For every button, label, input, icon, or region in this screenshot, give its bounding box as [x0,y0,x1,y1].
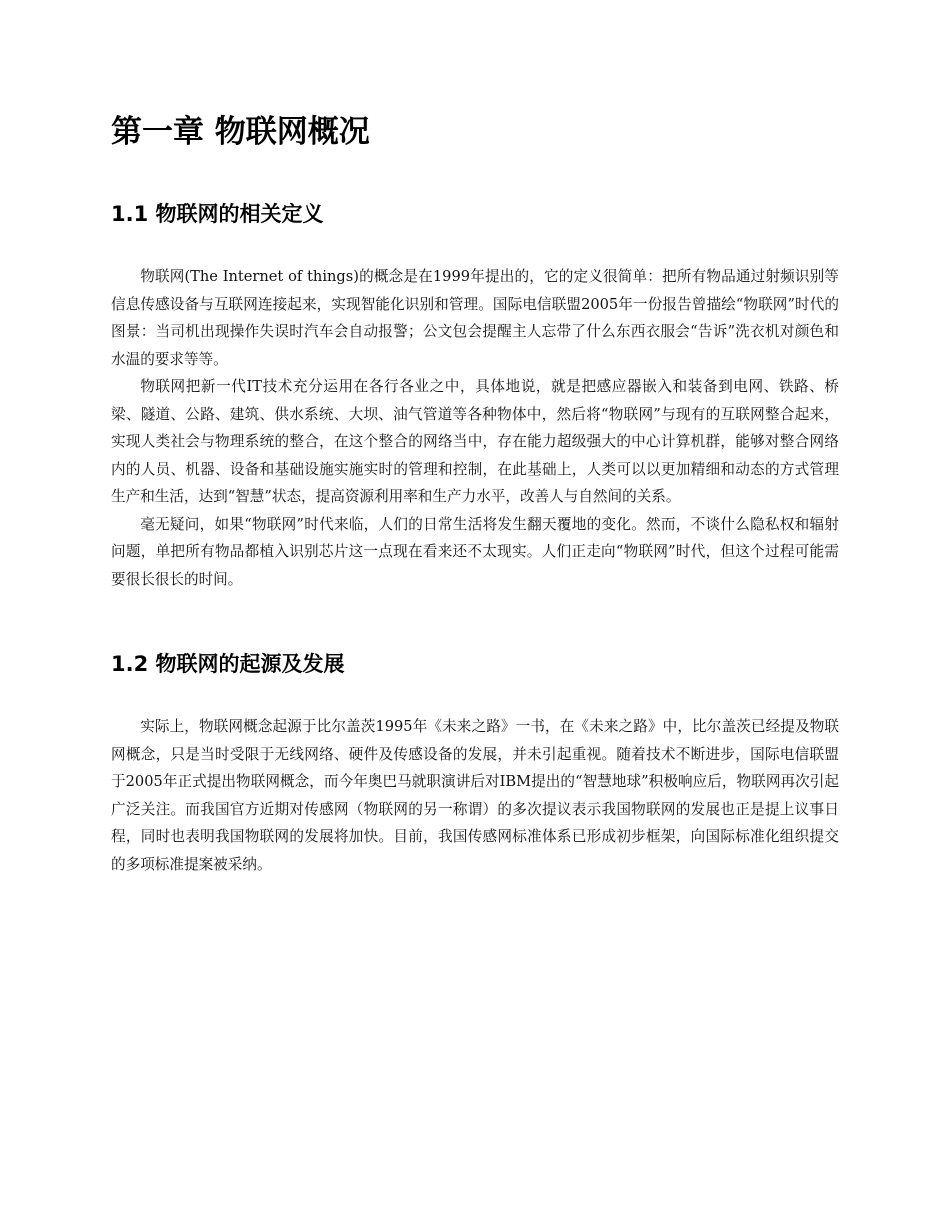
paragraph: 物联网(The Internet of things)的概念是在1999年提出的，它的定义很简单：把所有物品通过射频识别等信息传感设备与互联网连接起来，实现智能化识别和管理。国际电信联盟2005年一份报告曾描绘“物联网”时代的图景：当司机出现操作失误时汽车会自动报警；公文包会提醒主人忘带了什么东西衣服会“告诉”洗衣机对颜色和水温的要求等等。 [111,268,839,368]
paragraph: 物联网把新一代IT技术充分运用在各行各业之中，具体地说，就是把感应器嵌入和装备到电网、铁路、桥梁、隧道、公路、建筑、供水系统、大坝、油气管道等各种物体中，然后将“物联网”与现有的互联网整合起来，实现人类社会与物理系统的整合，在这个整合的网络当中，存在能力超级强大的中心计算机群，能够对整合网络内的人员、机器、设备和基础设施实施实时的管理和控制，在此基础上，人类可以以更加精细和动态的方式管理生产和生活，达到“智慧”状态，提高资源利用率和生产力水平，改善人与自然间的关系。 [111,378,839,505]
section-heading-1-1: 1.1 物联网的相关定义 [111,202,324,226]
section-body-1-1 [111,263,839,593]
paragraph: 实际上，物联网概念起源于比尔盖茨1995年《未来之路》一书，在《未来之路》中，比尔盖茨已经提及物联网概念，只是当时受限于无线网络、硬件及传感设备的发展，并未引起重视。随着技术不断进步，国际电信联盟于2005年正式提出物联网概念，而今年奥巴马就职演讲后对IBM提出的“智慧地球”积极响应后，物联网再次引起广泛关注。而我国官方近期对传感网（物联网的另一称谓）的多次提议表示我国物联网的发展也正是提上议事日程，同时也表明我国物联网的发展将加快。目前，我国传感网标准体系已形成初步框架，向国际标准化组织提交的多项标准提案被采纳。 [111,718,839,873]
section-body-1-2 [111,713,839,878]
paragraph: 毫无疑问，如果“物联网”时代来临，人们的日常生活将发生翻天覆地的变化。然而，不谈什么隐私权和辐射问题，单把所有物品都植入识别芯片这一点现在看来还不太现实。人们正走向“物联网”时代，但这个过程可能需要很长很长的时间。 [111,515,839,588]
section-heading-1-2: 1.2 物联网的起源及发展 [111,652,345,676]
chapter-title: 第一章 物联网概况 [111,114,370,150]
